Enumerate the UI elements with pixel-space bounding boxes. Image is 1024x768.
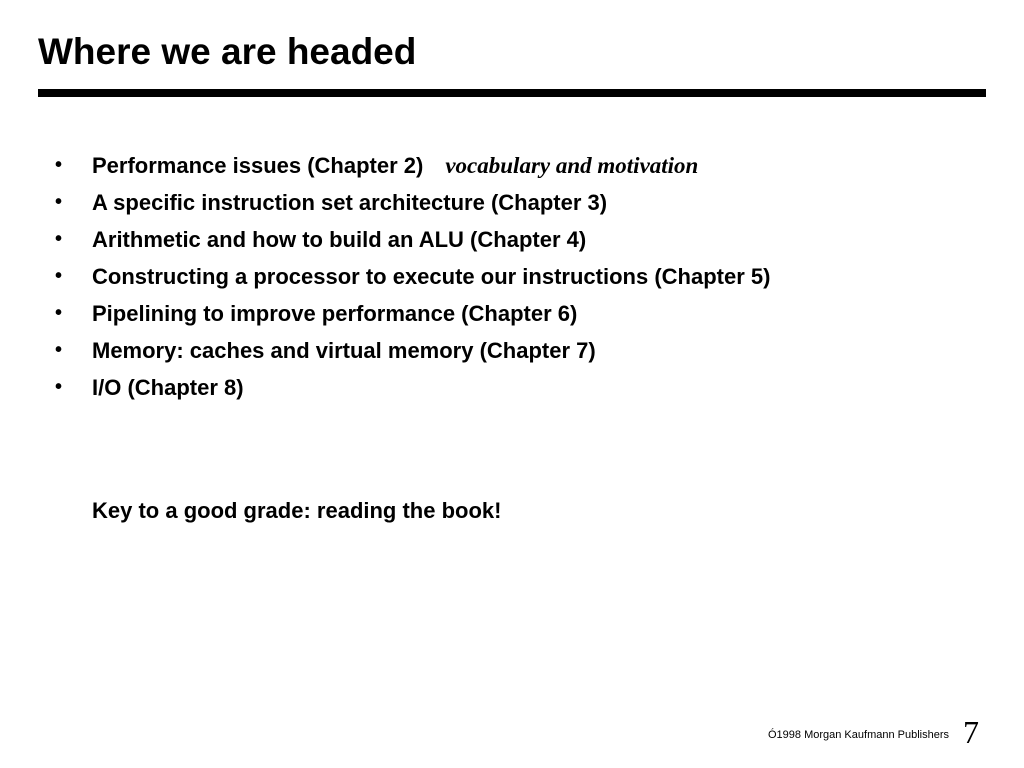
slide-number: 7: [963, 714, 979, 750]
bullet-icon: •: [55, 228, 63, 250]
bullet-text: Memory: caches and virtual memory (Chapter 7): [92, 338, 596, 363]
bullet-text: [92, 147, 698, 184]
bullet-icon: •: [55, 376, 63, 398]
bullet-label: Performance issues (Chapter 2): [92, 153, 424, 178]
bullet-icon: •: [55, 191, 63, 213]
slide-title: Where we are headed: [38, 31, 417, 72]
bullet-icon: •: [55, 154, 63, 176]
bullet-icon: •: [55, 339, 63, 361]
key-note: Key to a good grade: reading the book!: [92, 498, 502, 523]
bullet-icon: •: [55, 302, 63, 324]
bullet-text: I/O (Chapter 8): [92, 375, 244, 400]
bullet-text: Pipelining to improve performance (Chapter 6): [92, 301, 578, 326]
title-divider: [38, 89, 986, 97]
bullet-annotation: vocabulary and motivation: [445, 153, 699, 178]
bullet-text: A specific instruction set architecture (Chapter 3): [92, 190, 608, 215]
bullet-text: Arithmetic and how to build an ALU (Chapter 4): [92, 227, 587, 252]
copyright-footer: Ó1998 Morgan Kaufmann Publishers: [768, 729, 949, 741]
bullet-text: Constructing a processor to execute our instructions (Chapter 5): [92, 264, 771, 289]
bullet-icon: •: [55, 265, 63, 287]
